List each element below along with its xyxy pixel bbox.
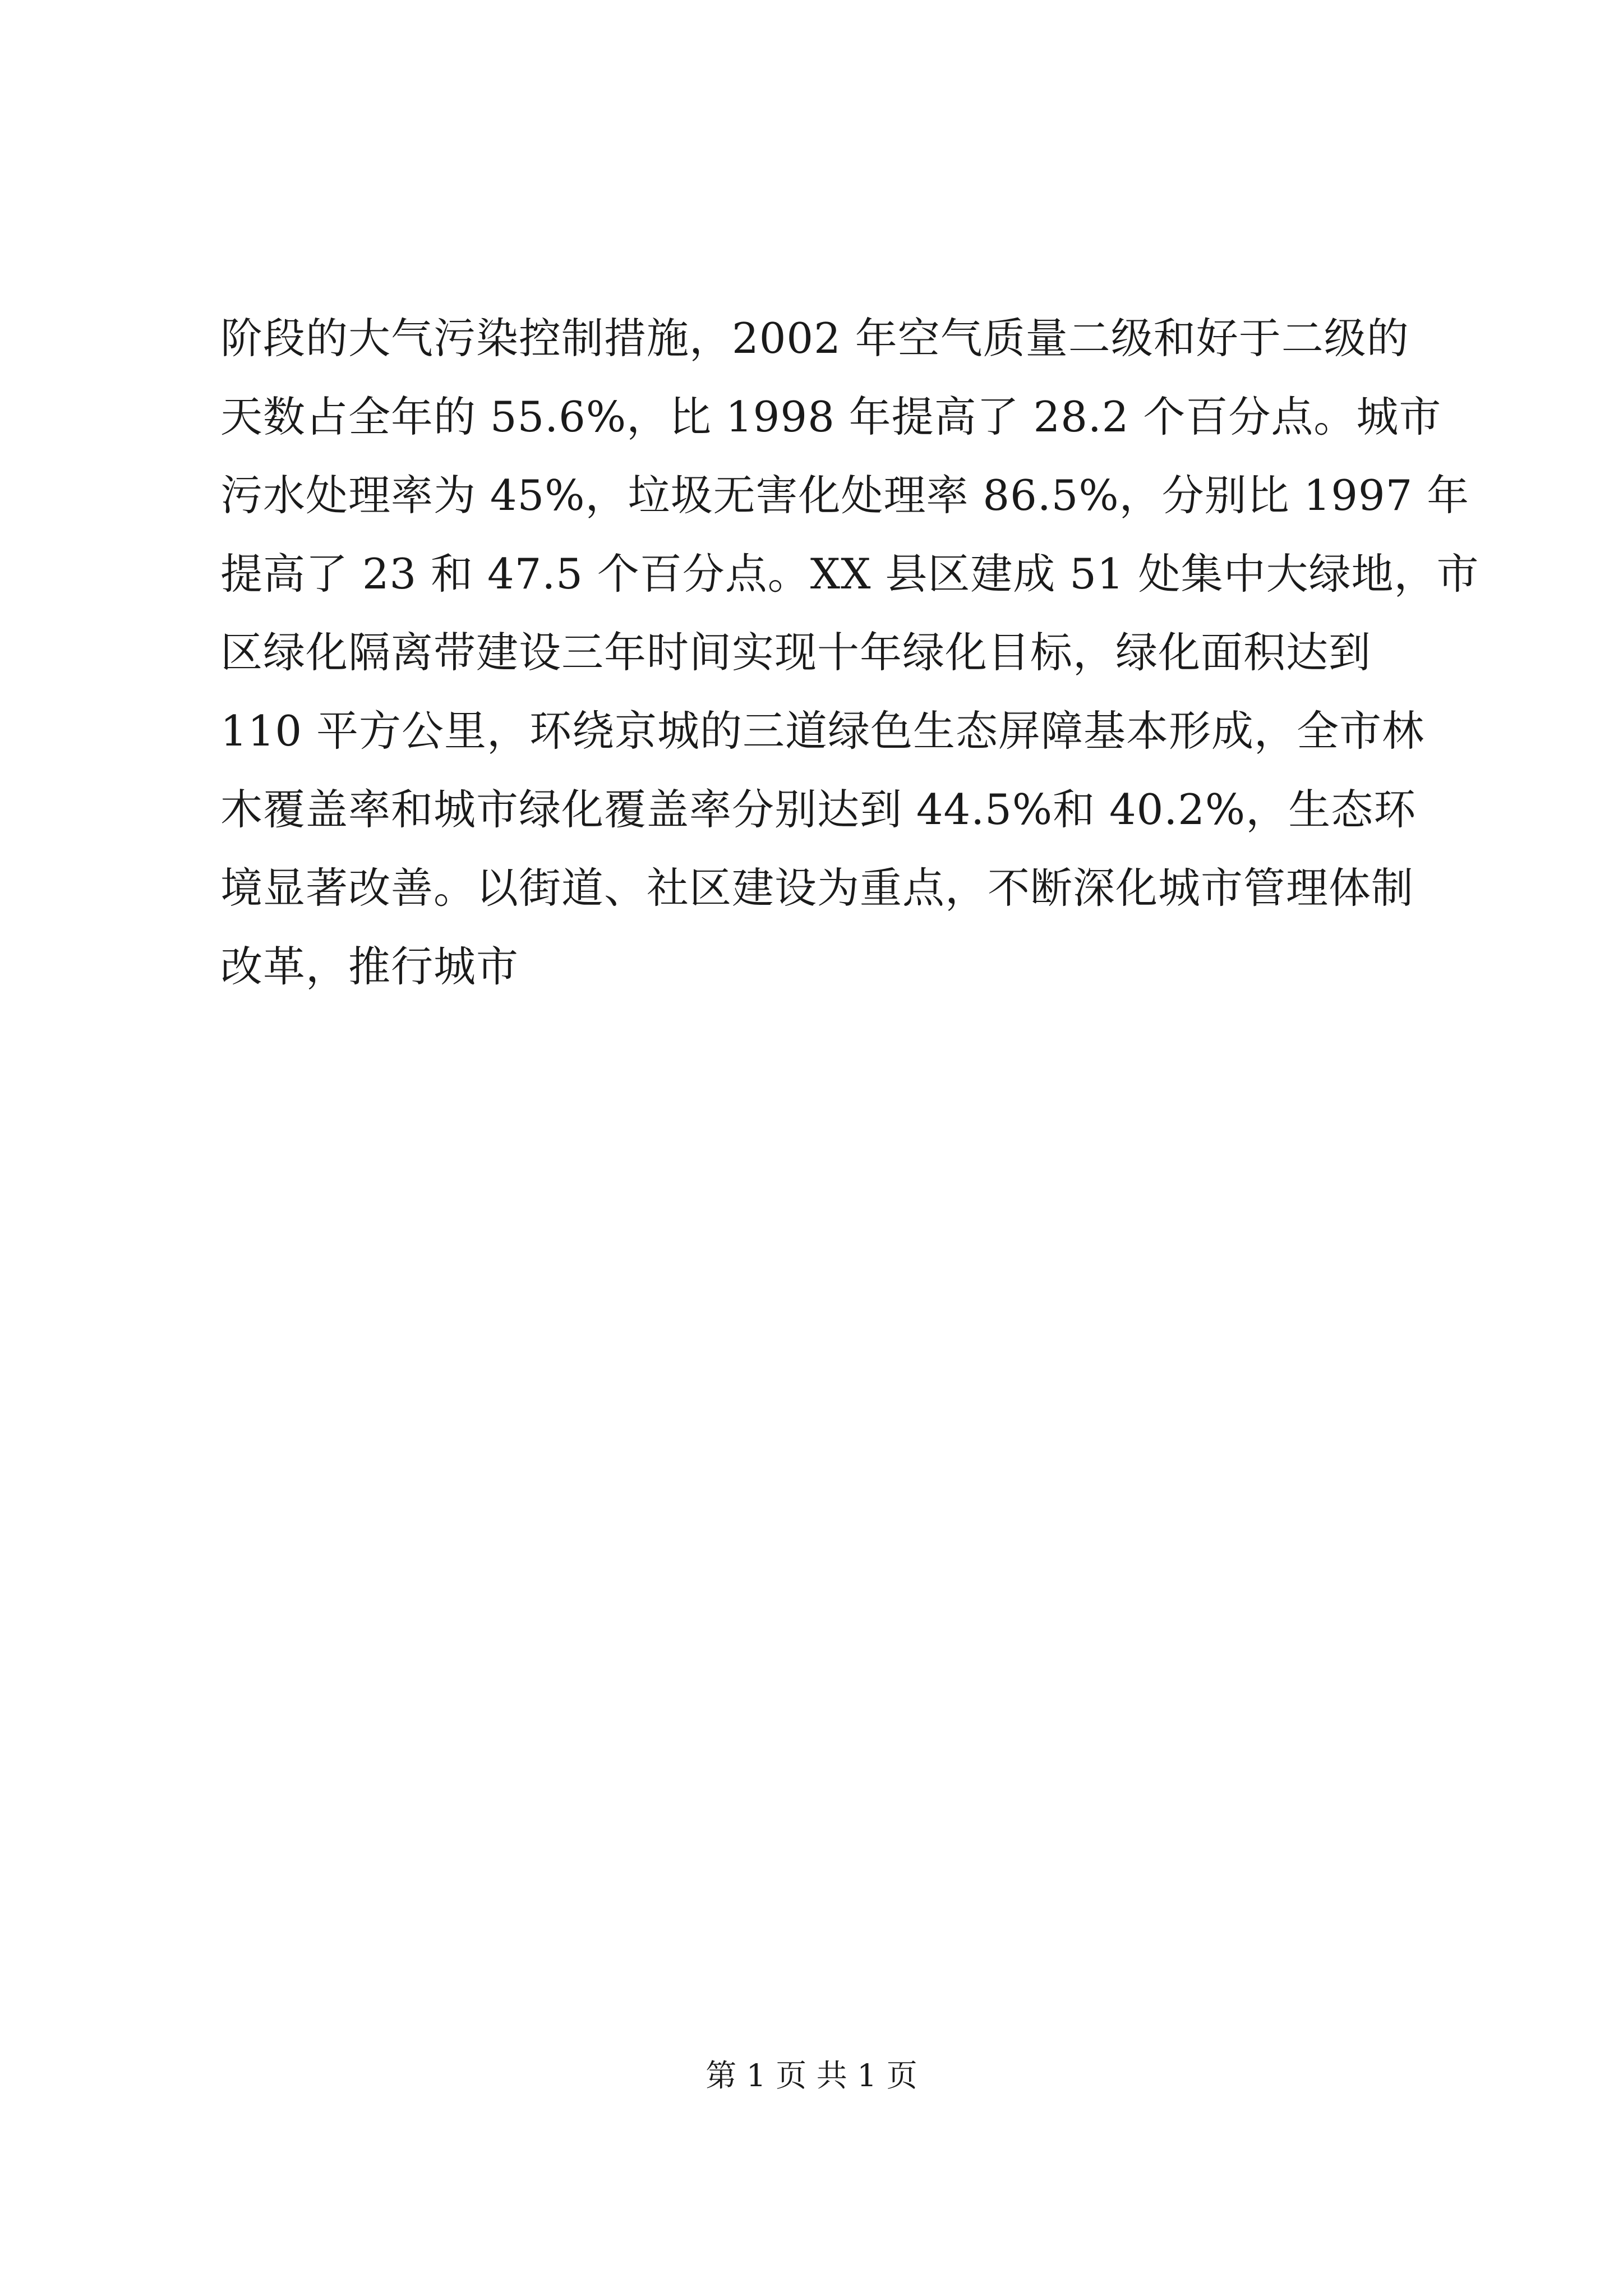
text-line: 提高了 23 和 47.5 个百分点。XX 县区建成 51 处集中大绿地，市	[220, 549, 1479, 599]
text-line: 境显著改善。以街道、社区建设为重点，不断深化城市管理体制	[220, 863, 1414, 913]
text-line: 改革，推行城市	[220, 942, 519, 991]
page-footer	[0, 2053, 1623, 2098]
text-line: 区绿化隔离带建设三年时间实现十年绿化目标，绿化面积达到	[220, 628, 1372, 677]
text-line: 110 平方公里，环绕京城的三道绿色生态屏障基本形成，全市林	[220, 706, 1424, 756]
text-line: 污水处理率为 45%，垃圾无害化处理率 86.5%，分别比 1997 年	[220, 471, 1470, 520]
page-number: 第 1 页 共 1 页	[706, 2058, 917, 2093]
text-line: 木覆盖率和城市绿化覆盖率分别达到 44.5%和 40.2%，生态环	[220, 785, 1417, 834]
text-line: 阶段的大气污染控制措施，2002 年空气质量二级和好于二级的	[220, 314, 1409, 363]
body-paragraph	[220, 299, 1479, 1006]
text-line: 天数占全年的 55.6%，比 1998 年提高了 28.2 个百分点。城市	[220, 392, 1442, 441]
